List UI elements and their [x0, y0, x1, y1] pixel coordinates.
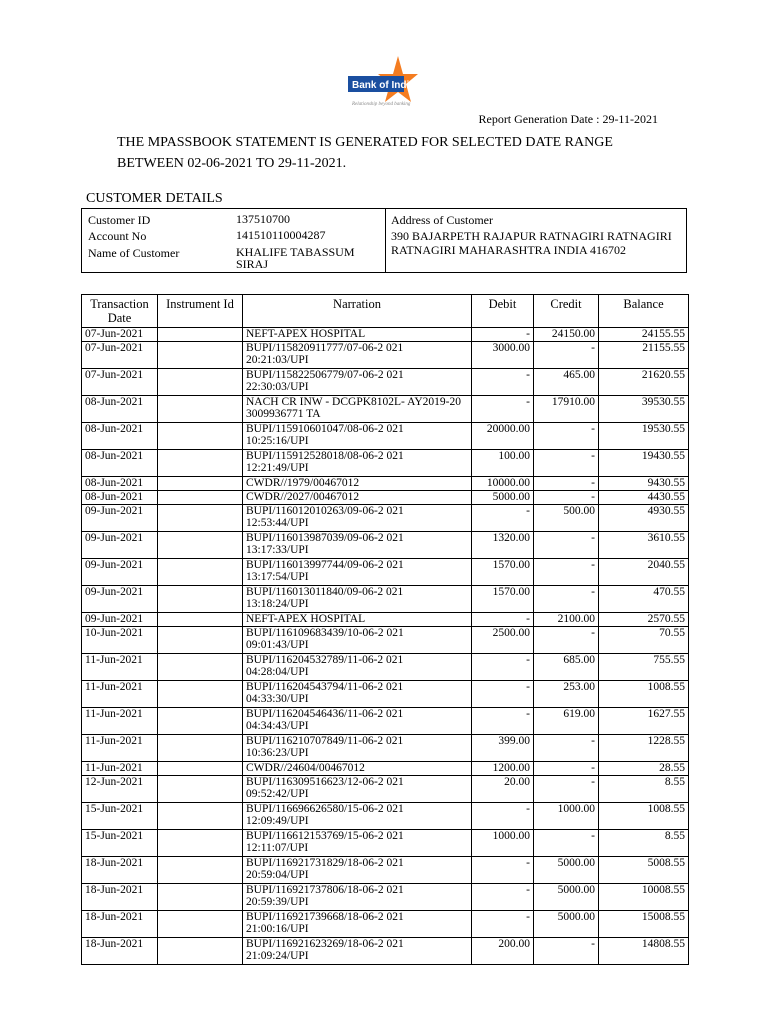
cell-balance: 28.55 — [599, 762, 689, 776]
narration-line: BUPI/116012010263/09-06-2 021 — [246, 505, 404, 517]
narration-line: CWDR//24604/00467012 — [246, 762, 365, 774]
cell-balance: 8.55 — [599, 830, 689, 857]
customer-name-value: KHALIFE TABASSUM SIRAJ — [236, 245, 355, 271]
cell-debit: 10000.00 — [472, 477, 534, 491]
cell-debit: - — [472, 613, 534, 627]
cell-debit: - — [472, 803, 534, 830]
cell-instrument-id — [158, 803, 243, 830]
table-row — [82, 328, 689, 342]
narration-line: BUPI/116309516623/12-06-2 021 — [246, 776, 404, 788]
customer-id-label: Customer ID — [88, 213, 151, 227]
cell-date: 08-Jun-2021 — [82, 450, 158, 477]
cell-date: 18-Jun-2021 — [82, 911, 158, 938]
narration-line: BUPI/116921623269/18-06-2 021 — [246, 938, 404, 950]
cell-debit: 3000.00 — [472, 342, 534, 369]
table-row — [82, 450, 689, 477]
cell-debit: - — [472, 681, 534, 708]
cell-balance: 1008.55 — [599, 803, 689, 830]
cell-instrument-id — [158, 830, 243, 857]
cell-instrument-id — [158, 654, 243, 681]
cell-instrument-id — [158, 681, 243, 708]
cell-debit: 5000.00 — [472, 491, 534, 505]
cell-credit: - — [534, 735, 599, 762]
cell-date: 15-Jun-2021 — [82, 803, 158, 830]
table-row — [82, 505, 689, 532]
cell-date: 08-Jun-2021 — [82, 396, 158, 423]
cell-credit: 17910.00 — [534, 396, 599, 423]
cell-credit: - — [534, 586, 599, 613]
cell-date: 09-Jun-2021 — [82, 505, 158, 532]
table-row — [82, 491, 689, 505]
narration-line: 13:17:33/UPI — [246, 544, 309, 556]
cell-date: 08-Jun-2021 — [82, 423, 158, 450]
cell-credit: - — [534, 830, 599, 857]
cell-narration — [243, 491, 472, 505]
cell-date: 09-Jun-2021 — [82, 559, 158, 586]
cell-debit: - — [472, 396, 534, 423]
account-no-value: 141510110004287 — [236, 228, 326, 242]
header-instrument-id: Instrument Id — [158, 295, 243, 328]
cell-date: 18-Jun-2021 — [82, 938, 158, 965]
cell-instrument-id — [158, 613, 243, 627]
cell-credit: - — [534, 423, 599, 450]
table-row — [82, 423, 689, 450]
narration-line: BUPI/116204546436/11-06-2 021 — [246, 708, 404, 720]
narration-line: 21:00:16/UPI — [246, 923, 309, 935]
narration-line: 10:25:16/UPI — [246, 435, 309, 447]
narration-line: 20:59:39/UPI — [246, 896, 309, 908]
table-row — [82, 681, 689, 708]
cell-balance: 70.55 — [599, 627, 689, 654]
transactions-table — [81, 294, 689, 965]
cell-credit: - — [534, 627, 599, 654]
cell-narration — [243, 830, 472, 857]
cell-date: 15-Jun-2021 — [82, 830, 158, 857]
cell-debit: 1200.00 — [472, 762, 534, 776]
customer-details-heading: CUSTOMER DETAILS — [86, 191, 223, 206]
narration-line: 20:59:04/UPI — [246, 869, 309, 881]
narration-line: 13:17:54/UPI — [246, 571, 309, 583]
narration-line: NACH CR INW - DCGPK8102L- AY2019-20 — [246, 396, 461, 408]
cell-debit: 1320.00 — [472, 532, 534, 559]
cell-date: 09-Jun-2021 — [82, 532, 158, 559]
cell-debit: 20000.00 — [472, 423, 534, 450]
narration-line: 10:36:23/UPI — [246, 747, 309, 759]
narration-line: NEFT-APEX HOSPITAL — [246, 328, 366, 340]
narration-line: BUPI/115822506779/07-06-2 021 — [246, 369, 404, 381]
cell-date: 10-Jun-2021 — [82, 627, 158, 654]
narration-line: BUPI/116013987039/09-06-2 021 — [246, 532, 404, 544]
cell-date: 07-Jun-2021 — [82, 342, 158, 369]
narration-line: NEFT-APEX HOSPITAL — [246, 613, 366, 625]
table-row — [82, 857, 689, 884]
customer-id-value: 137510700 — [236, 212, 290, 226]
cell-balance: 8.55 — [599, 776, 689, 803]
cell-credit: - — [534, 532, 599, 559]
cell-instrument-id — [158, 328, 243, 342]
narration-line: BUPI/116921737806/18-06-2 021 — [246, 884, 404, 896]
narration-line: BUPI/116210707849/11-06-2 021 — [246, 735, 404, 747]
cell-narration — [243, 708, 472, 735]
table-row — [82, 369, 689, 396]
cell-narration — [243, 328, 472, 342]
cell-credit: 685.00 — [534, 654, 599, 681]
cell-instrument-id — [158, 396, 243, 423]
account-no-label: Account No — [88, 229, 147, 243]
table-row — [82, 911, 689, 938]
cell-narration — [243, 776, 472, 803]
cell-instrument-id — [158, 627, 243, 654]
cell-date: 12-Jun-2021 — [82, 776, 158, 803]
table-row — [82, 735, 689, 762]
header-transaction-date: Transaction Date — [82, 295, 158, 328]
table-row — [82, 342, 689, 369]
cell-narration — [243, 938, 472, 965]
cell-narration — [243, 613, 472, 627]
cell-balance: 4930.55 — [599, 505, 689, 532]
cell-debit: - — [472, 884, 534, 911]
cell-debit: - — [472, 857, 534, 884]
table-row — [82, 627, 689, 654]
cell-narration — [243, 884, 472, 911]
cell-balance: 21155.55 — [599, 342, 689, 369]
cell-date: 11-Jun-2021 — [82, 708, 158, 735]
cell-instrument-id — [158, 342, 243, 369]
cell-debit: 200.00 — [472, 938, 534, 965]
cell-date: 11-Jun-2021 — [82, 762, 158, 776]
cell-credit: 5000.00 — [534, 911, 599, 938]
cell-balance: 755.55 — [599, 654, 689, 681]
narration-line: 12:53:44/UPI — [246, 517, 309, 529]
narration-line: 12:09:49/UPI — [246, 815, 309, 827]
table-row — [82, 477, 689, 491]
cell-narration — [243, 857, 472, 884]
narration-line: 22:30:03/UPI — [246, 381, 309, 393]
narration-line: BUPI/116921739668/18-06-2 021 — [246, 911, 404, 923]
narration-line: 04:33:30/UPI — [246, 693, 309, 705]
cell-instrument-id — [158, 586, 243, 613]
cell-credit: - — [534, 491, 599, 505]
cell-date: 07-Jun-2021 — [82, 328, 158, 342]
narration-line: 04:28:04/UPI — [246, 666, 309, 678]
narration-line: 21:09:24/UPI — [246, 950, 309, 962]
cell-debit: 1000.00 — [472, 830, 534, 857]
cell-instrument-id — [158, 369, 243, 396]
cell-balance: 1627.55 — [599, 708, 689, 735]
cell-credit: 1000.00 — [534, 803, 599, 830]
cell-balance: 19430.55 — [599, 450, 689, 477]
cell-credit: - — [534, 450, 599, 477]
cell-debit: 100.00 — [472, 450, 534, 477]
table-row — [82, 803, 689, 830]
table-row — [82, 830, 689, 857]
table-row — [82, 532, 689, 559]
cell-balance: 9430.55 — [599, 477, 689, 491]
narration-line: BUPI/116696626580/15-06-2 021 — [246, 803, 404, 815]
cell-balance: 14808.55 — [599, 938, 689, 965]
cell-credit: 500.00 — [534, 505, 599, 532]
cell-narration — [243, 369, 472, 396]
cell-credit: - — [534, 477, 599, 491]
cell-credit: 5000.00 — [534, 884, 599, 911]
cell-debit: - — [472, 911, 534, 938]
cell-instrument-id — [158, 708, 243, 735]
cell-narration — [243, 559, 472, 586]
header-balance: Balance — [599, 295, 689, 328]
narration-line: BUPI/116013011840/09-06-2 021 — [246, 586, 404, 598]
cell-date: 08-Jun-2021 — [82, 491, 158, 505]
narration-line: 20:21:03/UPI — [246, 354, 309, 366]
narration-line: BUPI/116921731829/18-06-2 021 — [246, 857, 404, 869]
table-row — [82, 884, 689, 911]
narration-line: BUPI/115912528018/08-06-2 021 — [246, 450, 404, 462]
cell-credit: - — [534, 938, 599, 965]
cell-narration — [243, 654, 472, 681]
bank-tagline: Relationship beyond banking — [352, 102, 411, 107]
narration-line: 09:52:42/UPI — [246, 788, 309, 800]
cell-narration — [243, 423, 472, 450]
cell-balance: 19530.55 — [599, 423, 689, 450]
cell-credit: 619.00 — [534, 708, 599, 735]
cell-debit: 1570.00 — [472, 559, 534, 586]
cell-debit: - — [472, 654, 534, 681]
cell-balance: 470.55 — [599, 586, 689, 613]
header-debit: Debit — [472, 295, 534, 328]
cell-credit: - — [534, 776, 599, 803]
cell-balance: 5008.55 — [599, 857, 689, 884]
table-row — [82, 776, 689, 803]
table-row — [82, 762, 689, 776]
cell-debit: 399.00 — [472, 735, 534, 762]
cell-balance: 1228.55 — [599, 735, 689, 762]
cell-credit: 253.00 — [534, 681, 599, 708]
cell-instrument-id — [158, 423, 243, 450]
table-row — [82, 613, 689, 627]
narration-line: 09:01:43/UPI — [246, 639, 309, 651]
bank-name: Bank of India — [352, 80, 415, 91]
cell-date: 07-Jun-2021 — [82, 369, 158, 396]
cell-narration — [243, 586, 472, 613]
header-narration: Narration — [243, 295, 472, 328]
cell-date: 11-Jun-2021 — [82, 681, 158, 708]
cell-date: 09-Jun-2021 — [82, 586, 158, 613]
cell-debit: 20.00 — [472, 776, 534, 803]
table-row — [82, 654, 689, 681]
cell-debit: - — [472, 505, 534, 532]
cell-instrument-id — [158, 762, 243, 776]
cell-narration — [243, 803, 472, 830]
table-row — [82, 559, 689, 586]
cell-instrument-id — [158, 938, 243, 965]
cell-debit: 2500.00 — [472, 627, 534, 654]
cell-narration — [243, 762, 472, 776]
cell-narration — [243, 342, 472, 369]
cell-balance: 15008.55 — [599, 911, 689, 938]
statement-title: THE MPASSBOOK STATEMENT IS GENERATED FOR SELECTED DATE RANGE BETWEEN 02-06-2021 TO 29-11-2021. — [117, 135, 613, 171]
cell-credit: 465.00 — [534, 369, 599, 396]
header-credit: Credit — [534, 295, 599, 328]
cell-narration — [243, 627, 472, 654]
cell-narration — [243, 477, 472, 491]
narration-line: 13:18:24/UPI — [246, 598, 309, 610]
cell-credit: - — [534, 559, 599, 586]
cell-balance: 2570.55 — [599, 613, 689, 627]
cell-debit: - — [472, 708, 534, 735]
cell-date: 18-Jun-2021 — [82, 857, 158, 884]
cell-narration — [243, 396, 472, 423]
cell-balance: 39530.55 — [599, 396, 689, 423]
narration-line: 04:34:43/UPI — [246, 720, 309, 732]
cell-narration — [243, 505, 472, 532]
cell-credit: 24150.00 — [534, 328, 599, 342]
narration-line: BUPI/115820911777/07-06-2 021 — [246, 342, 404, 354]
cell-balance: 1008.55 — [599, 681, 689, 708]
narration-line: 3009936771 TA — [246, 408, 321, 420]
cell-debit: 1570.00 — [472, 586, 534, 613]
address-label: Address of Customer — [391, 213, 493, 227]
cell-credit: 5000.00 — [534, 857, 599, 884]
narration-line: 12:21:49/UPI — [246, 462, 309, 474]
cell-instrument-id — [158, 911, 243, 938]
cell-instrument-id — [158, 559, 243, 586]
table-row — [82, 708, 689, 735]
cell-instrument-id — [158, 857, 243, 884]
cell-credit: - — [534, 342, 599, 369]
cell-instrument-id — [158, 776, 243, 803]
cell-credit: 2100.00 — [534, 613, 599, 627]
table-row — [82, 586, 689, 613]
cell-debit: - — [472, 328, 534, 342]
cell-debit: - — [472, 369, 534, 396]
cell-instrument-id — [158, 450, 243, 477]
narration-line: BUPI/115910601047/08-06-2 021 — [246, 423, 404, 435]
cell-narration — [243, 911, 472, 938]
cell-instrument-id — [158, 884, 243, 911]
narration-line: CWDR//1979/00467012 — [246, 477, 360, 489]
cell-balance: 10008.55 — [599, 884, 689, 911]
cell-date: 08-Jun-2021 — [82, 477, 158, 491]
cell-balance: 2040.55 — [599, 559, 689, 586]
table-header-row — [82, 295, 689, 328]
cell-narration — [243, 532, 472, 559]
cell-instrument-id — [158, 491, 243, 505]
cell-date: 11-Jun-2021 — [82, 654, 158, 681]
cell-balance: 4430.55 — [599, 491, 689, 505]
cell-date: 18-Jun-2021 — [82, 884, 158, 911]
cell-balance: 3610.55 — [599, 532, 689, 559]
customer-name-label: Name of Customer — [88, 246, 180, 260]
narration-line: BUPI/116013997744/09-06-2 021 — [246, 559, 404, 571]
address-value: 390 BAJARPETH RAJAPUR RATNAGIRI RATNAGIRI RATNAGIRI MAHARASHTRA INDIA 416702 — [391, 229, 672, 257]
narration-line: BUPI/116612153769/15-06-2 021 — [246, 830, 404, 842]
narration-line: CWDR//2027/00467012 — [246, 491, 360, 503]
table-row — [82, 396, 689, 423]
narration-line: BUPI/116204532789/11-06-2 021 — [246, 654, 404, 666]
cell-instrument-id — [158, 477, 243, 491]
customer-details-box — [81, 208, 687, 273]
cell-narration — [243, 681, 472, 708]
narration-line: BUPI/116109683439/10-06-2 021 — [246, 627, 404, 639]
report-generation-date: Report Generation Date : 29-11-2021 — [478, 112, 658, 126]
cell-credit: - — [534, 762, 599, 776]
cell-balance: 21620.55 — [599, 369, 689, 396]
cell-date: 11-Jun-2021 — [82, 735, 158, 762]
cell-instrument-id — [158, 505, 243, 532]
cell-balance: 24155.55 — [599, 328, 689, 342]
bank-logo — [346, 52, 420, 110]
narration-line: BUPI/116204543794/11-06-2 021 — [246, 681, 404, 693]
narration-line: 12:11:07/UPI — [246, 842, 309, 854]
cell-narration — [243, 450, 472, 477]
cell-instrument-id — [158, 532, 243, 559]
cell-narration — [243, 735, 472, 762]
table-row — [82, 938, 689, 965]
cell-instrument-id — [158, 735, 243, 762]
cell-date: 09-Jun-2021 — [82, 613, 158, 627]
